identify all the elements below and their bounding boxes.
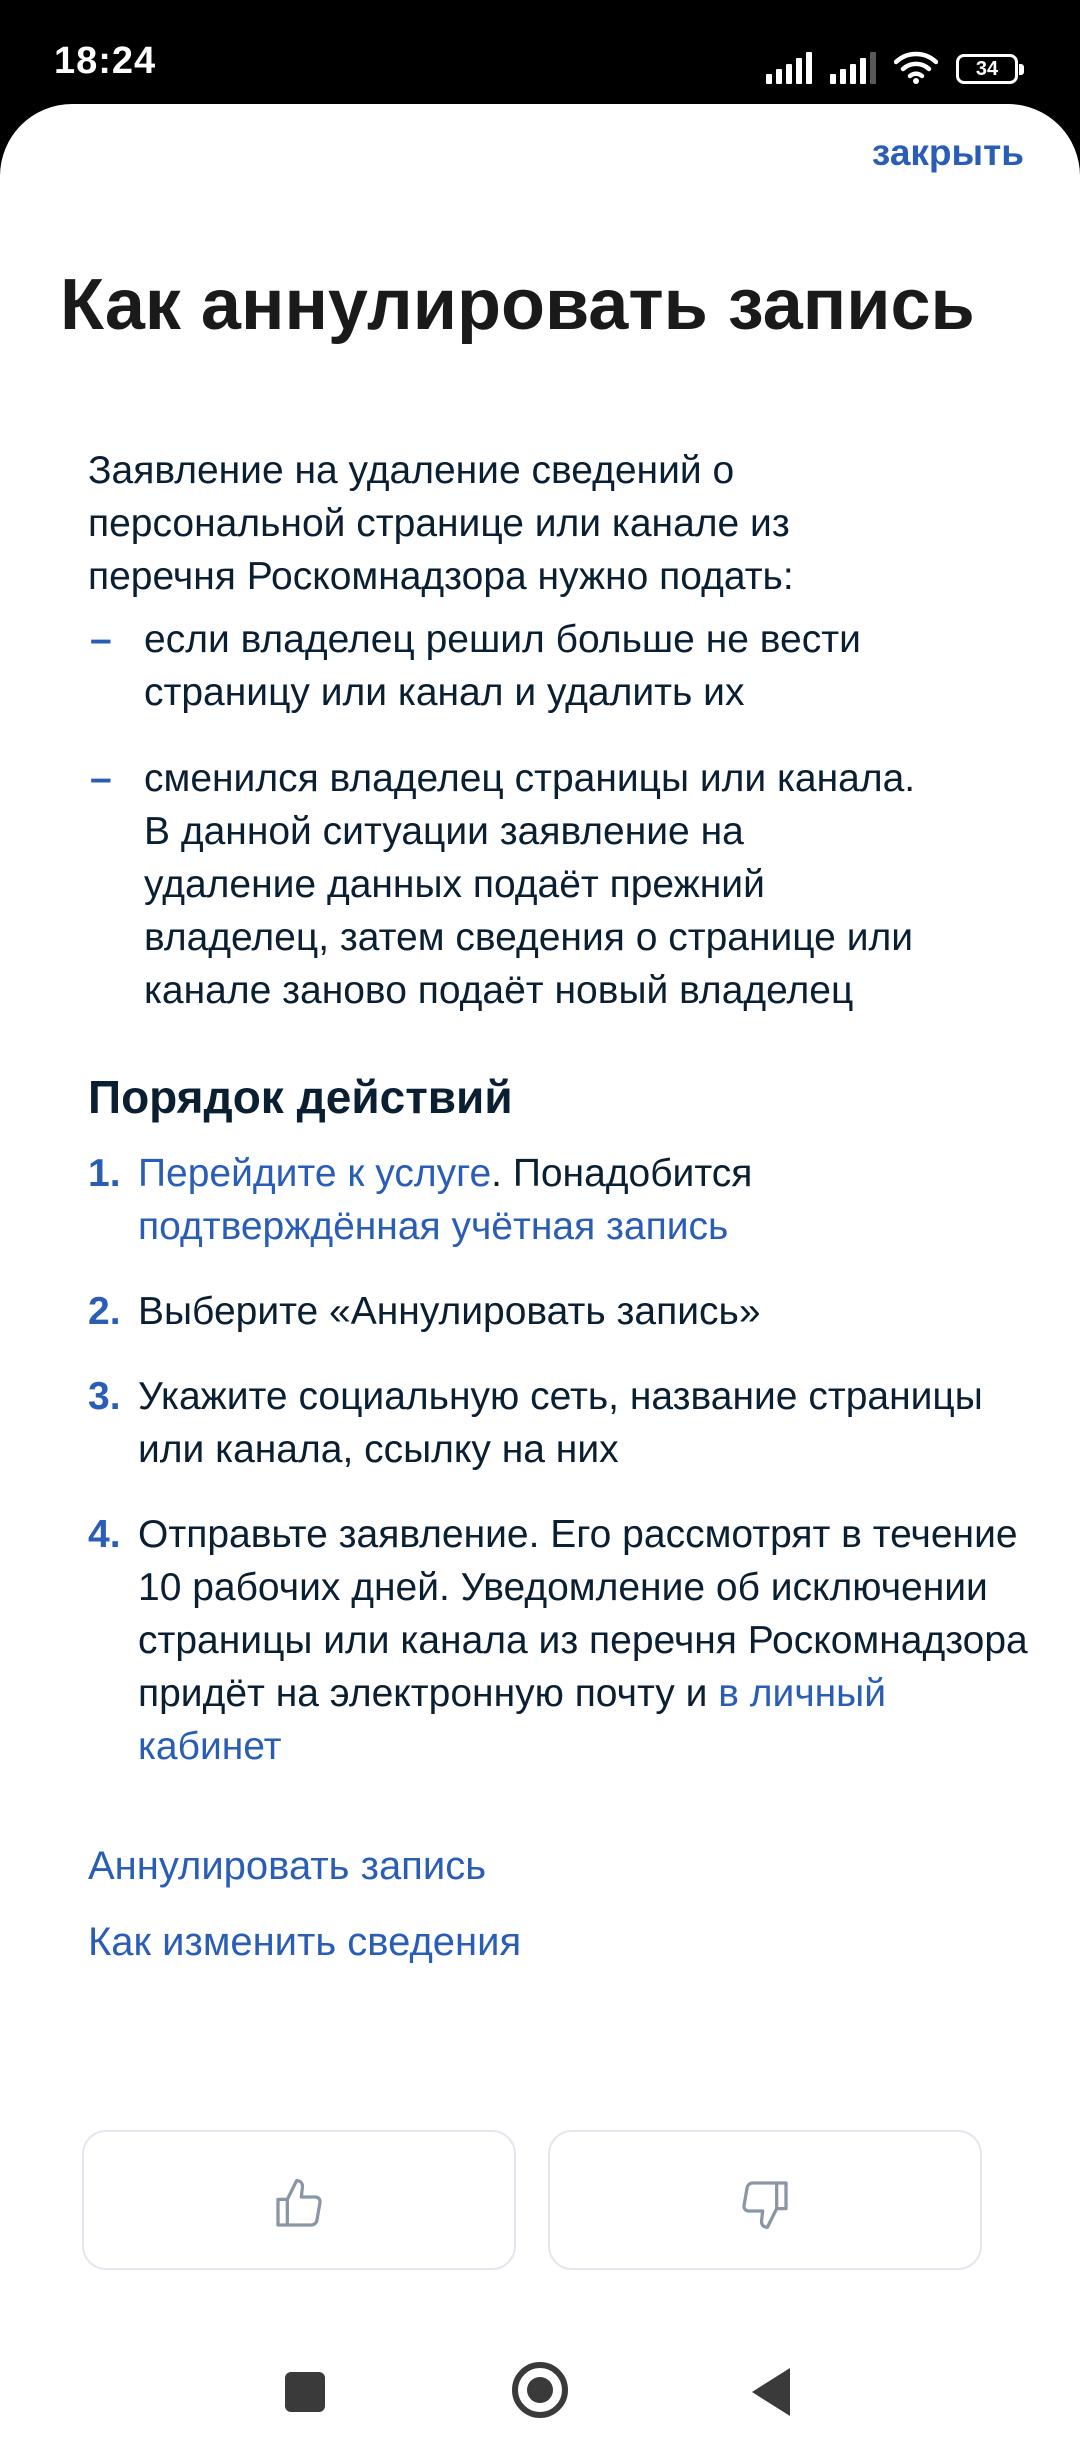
- status-bar: [0, 0, 1080, 110]
- step-item: [88, 1147, 1038, 1253]
- info-sheet: [0, 104, 1080, 2334]
- thumbs-down-icon: [737, 2176, 793, 2232]
- step-text: . Понадобится: [491, 1152, 753, 1195]
- step-text: Отправьте заявление. Его рассмотрят в течение 10 рабочих дней. Уведомление об исключении страницы или канала из перечня Роскомнадзора придёт на электронную почту и: [138, 1513, 1028, 1715]
- steps-list: [88, 1147, 1028, 1773]
- step-item: [88, 1285, 1038, 1338]
- close-button[interactable]: закрыть: [871, 132, 1024, 173]
- home-icon[interactable]: [512, 2362, 568, 2418]
- reason-text: если владелец решил больше не вести страницу или канал и удалить их: [144, 618, 861, 714]
- thumbs-up-icon: [271, 2176, 327, 2232]
- annul-record-link[interactable]: Аннулировать запись: [88, 1844, 487, 1888]
- reason-text: сменился владелец страницы или канала. В данной ситуации заявление на удаление данных подаёт прежний владелец, затем сведения о странице или канале заново подаёт новый владелец: [144, 757, 916, 1012]
- step-item: [88, 1508, 1038, 1773]
- signal-secondary-icon: [830, 52, 876, 84]
- status-icons: [766, 44, 1018, 84]
- step-number: 4.: [88, 1513, 121, 1556]
- list-item: [88, 752, 924, 1017]
- step-text: Укажите социальную сеть, название страницы или канала, ссылку на них: [138, 1375, 983, 1471]
- dislike-button[interactable]: [548, 2130, 982, 2270]
- steps-title: Порядок действий: [88, 1071, 513, 1123]
- dash-bullet-icon: –: [90, 757, 112, 800]
- like-button[interactable]: [82, 2130, 516, 2270]
- go-to-service-link[interactable]: Перейдите к услуге: [138, 1152, 492, 1195]
- verified-account-link[interactable]: подтверждённая учётная запись: [138, 1205, 729, 1248]
- step-number: 2.: [88, 1290, 121, 1333]
- dash-bullet-icon: –: [90, 618, 112, 661]
- battery-level: 34: [975, 57, 999, 80]
- reasons-list: [88, 613, 1008, 1017]
- list-item: [88, 613, 924, 719]
- step-text: Выберите «Аннулировать запись»: [138, 1290, 761, 1333]
- feedback-row: [82, 2130, 982, 2270]
- status-time: 18:24: [54, 40, 157, 82]
- personal-account-link[interactable]: в личный кабинет: [138, 1672, 887, 1768]
- battery-icon: [956, 54, 1018, 84]
- wifi-icon: [894, 50, 938, 84]
- back-icon[interactable]: [752, 2368, 790, 2416]
- page-title: Как аннулировать запись: [60, 265, 975, 345]
- recent-apps-icon[interactable]: [285, 2372, 325, 2412]
- signal-icon: [766, 52, 812, 84]
- step-item: [88, 1370, 1038, 1476]
- intro-text: Заявление на удаление сведений о персональной странице или канале из перечня Роскомнадзора нужно подать:: [88, 449, 794, 598]
- step-number: 3.: [88, 1375, 121, 1418]
- related-links: [88, 1839, 1008, 1969]
- article-content: [88, 444, 1028, 1991]
- step-number: 1.: [88, 1152, 121, 1195]
- system-nav-bar: [0, 2334, 1080, 2460]
- change-info-link[interactable]: Как изменить сведения: [88, 1920, 522, 1964]
